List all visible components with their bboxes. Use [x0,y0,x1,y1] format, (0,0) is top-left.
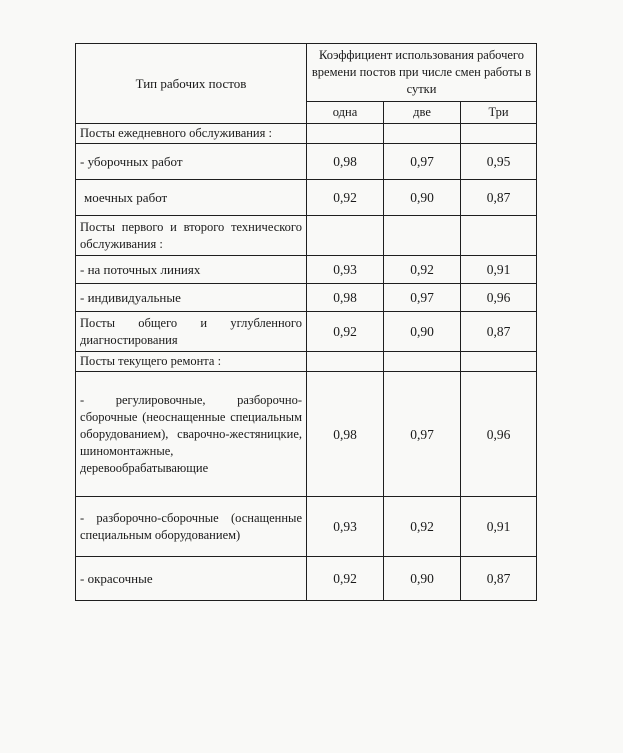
value-shift-one: 0,98 [307,144,384,180]
header-shift-three: Три [461,102,537,124]
row-label: Посты текущего ремонта : [76,352,307,372]
value-shift-one [307,216,384,256]
row-label: моечных работ [76,180,307,216]
value-shift-three: 0,96 [461,372,537,497]
header-shift-one: одна [307,102,384,124]
table-row [76,180,537,216]
value-shift-one: 0,92 [307,312,384,352]
value-shift-three [461,216,537,256]
value-shift-two: 0,90 [384,312,461,352]
table-row [76,312,537,352]
value-shift-two: 0,97 [384,372,461,497]
row-label: - регулировочные, разборочно-сборочные (неоснащенные специальным оборудованием), сварочно-жестяницкие, шиномонтажные, деревообрабатывающие [76,372,307,497]
row-label: Посты общего и углубленного диагностирования [76,312,307,352]
row-label: - разборочно-сборочные (оснащенные специальным оборудованием) [76,497,307,557]
header-coefficient: Коэффициент использования рабочего времени постов при числе смен работы в сутки [307,44,537,102]
value-shift-two: 0,97 [384,144,461,180]
value-shift-one: 0,98 [307,372,384,497]
value-shift-three: 0,87 [461,312,537,352]
value-shift-one: 0,92 [307,557,384,601]
value-shift-two [384,216,461,256]
value-shift-three [461,124,537,144]
value-shift-two [384,352,461,372]
row-label: - уборочных работ [76,144,307,180]
row-label: Посты первого и второго технического обслуживания : [76,216,307,256]
table-row [76,372,537,497]
utilization-table [75,43,537,601]
value-shift-two: 0,97 [384,284,461,312]
row-label: - окрасочные [76,557,307,601]
table-row [76,256,537,284]
table-row [76,497,537,557]
value-shift-three: 0,91 [461,497,537,557]
table-row [76,284,537,312]
header-shift-two: две [384,102,461,124]
row-label: - на поточных линиях [76,256,307,284]
header-post-type: Тип рабочих постов [76,44,307,124]
value-shift-two: 0,92 [384,497,461,557]
table-row [76,557,537,601]
value-shift-two: 0,92 [384,256,461,284]
row-label: - индивидуальные [76,284,307,312]
table-row [76,144,537,180]
row-label: Посты ежедневного обслуживания : [76,124,307,144]
value-shift-three: 0,95 [461,144,537,180]
value-shift-three [461,352,537,372]
table-row [76,124,537,144]
value-shift-one: 0,93 [307,256,384,284]
value-shift-one: 0,93 [307,497,384,557]
value-shift-three: 0,91 [461,256,537,284]
value-shift-one: 0,92 [307,180,384,216]
table-row [76,352,537,372]
value-shift-three: 0,87 [461,557,537,601]
value-shift-one [307,352,384,372]
value-shift-one [307,124,384,144]
value-shift-one: 0,98 [307,284,384,312]
value-shift-two: 0,90 [384,180,461,216]
value-shift-two [384,124,461,144]
table-row [76,216,537,256]
value-shift-three: 0,87 [461,180,537,216]
value-shift-three: 0,96 [461,284,537,312]
value-shift-two: 0,90 [384,557,461,601]
